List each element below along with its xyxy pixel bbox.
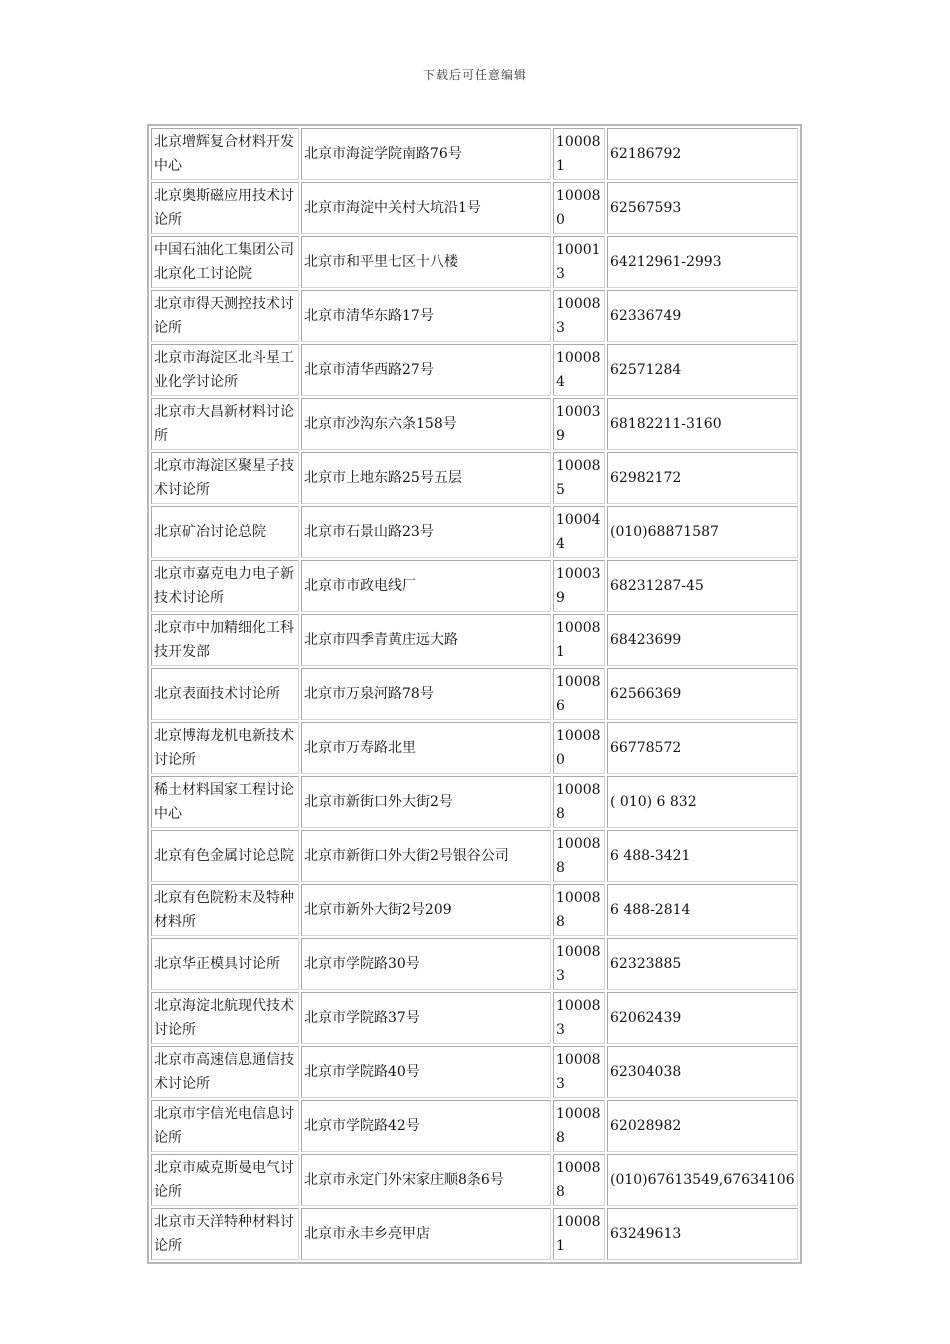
phone-cell: 68423699 [607,614,798,666]
table-row [151,1154,798,1206]
address-cell: 北京市学院路37号 [301,992,551,1044]
org-name-cell: 北京市大昌新材料讨论所 [151,398,299,450]
phone-cell: 62571284 [607,344,798,396]
table-row [151,938,798,990]
postcode-cell: 100083 [553,938,605,990]
table-row [151,398,798,450]
postcode-cell: 100083 [553,1046,605,1098]
phone-cell: 62982172 [607,452,798,504]
postcode-cell: 100044 [553,506,605,558]
table-row [151,722,798,774]
phone-cell: 6 488-3421 [607,830,798,882]
org-name-cell: 北京市海淀区北斗星工业化学讨论所 [151,344,299,396]
table-row [151,614,798,666]
table-row [151,1100,798,1152]
phone-cell: 63249613 [607,1208,798,1260]
postcode-cell: 100084 [553,344,605,396]
postcode-cell: 100081 [553,614,605,666]
org-name-cell: 北京市中加精细化工科技开发部 [151,614,299,666]
phone-cell: (010)67613549,67634106 [607,1154,798,1206]
address-cell: 北京市四季青黄庄远大路 [301,614,551,666]
table-row [151,884,798,936]
table-row [151,776,798,828]
org-name-cell: 北京有色院粉末及特种材料所 [151,884,299,936]
org-name-cell: 北京市威克斯曼电气讨论所 [151,1154,299,1206]
org-name-cell: 中国石油化工集团公司北京化工讨论院 [151,236,299,288]
address-cell: 北京市上地东路25号五层 [301,452,551,504]
table-row [151,830,798,882]
org-name-cell: 北京增辉复合材料开发中心 [151,128,299,180]
org-name-cell: 北京市海淀区聚星子技术讨论所 [151,452,299,504]
org-name-cell: 北京市得天测控技术讨论所 [151,290,299,342]
address-cell: 北京市清华西路27号 [301,344,551,396]
address-cell: 北京市海淀中关村大坑沿1号 [301,182,551,234]
postcode-cell: 100088 [553,776,605,828]
table-row [151,1208,798,1260]
address-cell: 北京市新街口外大街2号银谷公司 [301,830,551,882]
org-name-cell: 北京华正模具讨论所 [151,938,299,990]
address-cell: 北京市永定门外宋家庄顺8条6号 [301,1154,551,1206]
phone-cell: 62567593 [607,182,798,234]
phone-cell: 66778572 [607,722,798,774]
directory-table-frame [147,124,802,1264]
org-name-cell: 北京市嘉克电力电子新技术讨论所 [151,560,299,612]
postcode-cell: 100083 [553,290,605,342]
org-name-cell: 北京市高速信息通信技术讨论所 [151,1046,299,1098]
postcode-cell: 100088 [553,1100,605,1152]
postcode-cell: 100039 [553,560,605,612]
page-header: 下载后可任意编辑 [422,68,527,82]
address-cell: 北京市新街口外大街2号 [301,776,551,828]
phone-cell: 62186792 [607,128,798,180]
table-row [151,236,798,288]
postcode-cell: 100086 [553,668,605,720]
address-cell: 北京市海淀学院南路76号 [301,128,551,180]
table-row [151,1046,798,1098]
table-row [151,992,798,1044]
org-name-cell: 北京市天洋特种材料讨论所 [151,1208,299,1260]
postcode-cell: 100088 [553,884,605,936]
postcode-cell: 100081 [553,128,605,180]
address-cell: 北京市石景山路23号 [301,506,551,558]
address-cell: 北京市沙沟东六条158号 [301,398,551,450]
org-name-cell: 稀土材料国家工程讨论中心 [151,776,299,828]
postcode-cell: 100081 [553,1208,605,1260]
org-name-cell: 北京表面技术讨论所 [151,668,299,720]
address-cell: 北京市和平里七区十八楼 [301,236,551,288]
table-row [151,560,798,612]
address-cell: 北京市市政电线厂 [301,560,551,612]
org-name-cell: 北京博海龙机电新技术讨论所 [151,722,299,774]
postcode-cell: 100080 [553,182,605,234]
phone-cell: 68231287-45 [607,560,798,612]
table-row [151,452,798,504]
org-name-cell: 北京海淀北航现代技术讨论所 [151,992,299,1044]
org-name-cell: 北京市宇信光电信息讨论所 [151,1100,299,1152]
phone-cell: 62336749 [607,290,798,342]
address-cell: 北京市万寿路北里 [301,722,551,774]
org-name-cell: 北京矿冶讨论总院 [151,506,299,558]
table-row [151,128,798,180]
postcode-cell: 100039 [553,398,605,450]
phone-cell: 62028982 [607,1100,798,1152]
address-cell: 北京市清华东路17号 [301,290,551,342]
address-cell: 北京市新外大街2号209 [301,884,551,936]
postcode-cell: 100088 [553,1154,605,1206]
phone-cell: 62304038 [607,1046,798,1098]
address-cell: 北京市学院路40号 [301,1046,551,1098]
table-row [151,290,798,342]
table-row [151,506,798,558]
postcode-cell: 100085 [553,452,605,504]
phone-cell: 6 488-2814 [607,884,798,936]
address-cell: 北京市永丰乡亮甲店 [301,1208,551,1260]
phone-cell: 62323885 [607,938,798,990]
table-row [151,344,798,396]
table-row [151,668,798,720]
org-name-cell: 北京奥斯磁应用技术讨论所 [151,182,299,234]
phone-cell: 64212961-2993 [607,236,798,288]
org-name-cell: 北京有色金属讨论总院 [151,830,299,882]
phone-cell: 62566369 [607,668,798,720]
postcode-cell: 100083 [553,992,605,1044]
table-row [151,182,798,234]
phone-cell: 68182211-3160 [607,398,798,450]
postcode-cell: 100080 [553,722,605,774]
phone-cell: (010)68871587 [607,506,798,558]
postcode-cell: 100013 [553,236,605,288]
address-cell: 北京市学院路42号 [301,1100,551,1152]
address-cell: 北京市学院路30号 [301,938,551,990]
phone-cell: ( 010) 6 832 [607,776,798,828]
phone-cell: 62062439 [607,992,798,1044]
address-cell: 北京市万泉河路78号 [301,668,551,720]
postcode-cell: 100088 [553,830,605,882]
directory-table [149,126,800,1262]
